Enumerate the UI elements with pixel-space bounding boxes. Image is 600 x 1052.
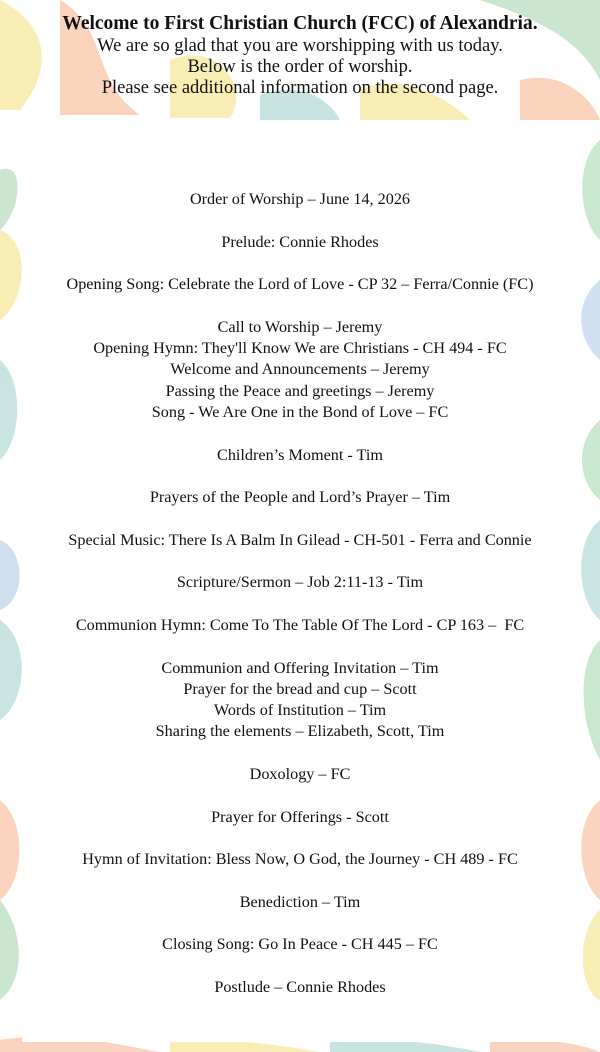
worship-section — [0, 807, 600, 828]
worship-section — [0, 764, 600, 785]
worship-section — [0, 934, 600, 955]
welcome-header — [0, 12, 600, 99]
welcome-line: We are so glad that you are worshipping with us today. — [97, 36, 503, 56]
worship-section — [0, 189, 600, 210]
worship-section — [0, 977, 600, 998]
worship-item: Prayer for Offerings - Scott — [211, 807, 389, 826]
worship-item: Doxology – FC — [249, 765, 351, 784]
worship-section — [0, 274, 600, 295]
worship-item: Passing the Peace and greetings – Jeremy — [165, 381, 435, 400]
worship-section — [0, 615, 600, 636]
worship-item: Closing Song: Go In Peace - CH 445 – FC — [162, 935, 438, 954]
worship-item: Children’s Moment - Tim — [217, 445, 383, 464]
worship-section — [0, 849, 600, 870]
worship-item: Welcome and Announcements – Jeremy — [170, 360, 430, 379]
worship-section — [0, 317, 600, 423]
worship-section — [0, 658, 600, 743]
worship-section — [0, 892, 600, 913]
worship-item: Order of Worship – June 14, 2026 — [189, 190, 411, 208]
worship-item: Prelude: Connie Rhodes — [221, 232, 379, 251]
worship-item: Communion and Offering Invitation – Tim — [161, 658, 439, 677]
worship-item: Song - We Are One in the Bond of Love – FC — [151, 402, 449, 421]
page-title: Welcome to First Christian Church (FCC) of Alexandria. — [62, 13, 538, 34]
worship-section — [0, 232, 600, 253]
additional-info-line: Please see additional information on the second page. — [101, 78, 499, 98]
worship-item: Benediction – Tim — [239, 892, 361, 911]
worship-section — [0, 530, 600, 551]
worship-item: Communion Hymn: Come To The Table Of The Lord - CP 163 – FC — [75, 615, 525, 634]
worship-section — [0, 445, 600, 466]
worship-item: Opening Song: Celebrate the Lord of Love - CP 32 – Ferra/Connie (FC) — [66, 275, 534, 294]
worship-item: Call to Worship – Jeremy — [217, 317, 383, 336]
worship-item: Prayer for the bread and cup – Scott — [183, 679, 417, 698]
worship-item: Hymn of Invitation: Bless Now, O God, the Journey - CH 489 - FC — [82, 850, 518, 869]
order-of-worship — [0, 189, 600, 1020]
worship-item: Opening Hymn: They'll Know We are Christians - CH 494 - FC — [93, 339, 507, 358]
worship-item: Scripture/Sermon – Job 2:11-13 - Tim — [176, 573, 424, 592]
worship-item: Postlude – Connie Rhodes — [214, 977, 386, 996]
order-intro-line: Below is the order of worship. — [187, 57, 413, 77]
worship-section — [0, 572, 600, 593]
worship-item: Prayers of the People and Lord’s Prayer – Tim — [149, 488, 451, 507]
worship-section — [0, 487, 600, 508]
worship-item: Words of Institution – Tim — [213, 701, 387, 720]
worship-item: Special Music: There Is A Balm In Gilead - CH-501 - Ferra and Connie — [68, 530, 532, 549]
worship-item: Sharing the elements – Elizabeth, Scott, Tim — [155, 722, 445, 741]
